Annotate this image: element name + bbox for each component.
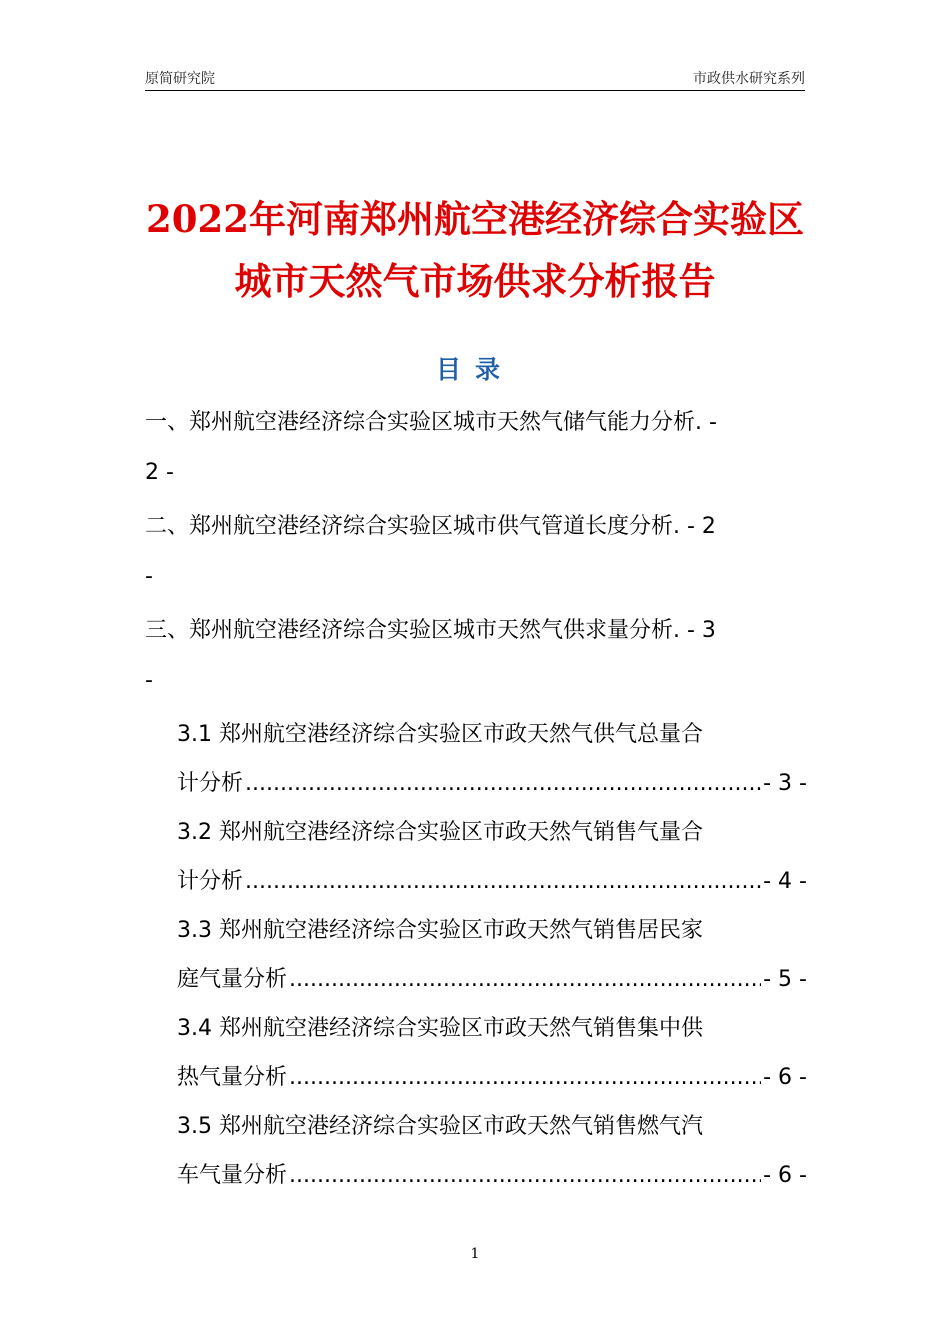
toc-item-3-3[interactable]: [145, 906, 807, 1004]
report-title: [120, 188, 830, 312]
toc-item-3-1[interactable]: [145, 710, 807, 808]
toc-item-text-cont: 车气量分析: [177, 1163, 288, 1188]
toc-item-page: - 6 -: [763, 1163, 807, 1188]
header-right-text: 市政供水研究系列: [693, 71, 805, 87]
toc-leader-dots: [245, 857, 761, 906]
toc-item-page: - 6 -: [763, 1065, 807, 1090]
toc-item-page: -: [145, 668, 153, 693]
title-line-1: 2022年河南郑州航空港经济综合实验区: [146, 197, 804, 241]
page-number: 1: [470, 1246, 480, 1262]
toc-item-text-cont: 计分析: [177, 869, 244, 894]
toc-item-text: 3.4 郑州航空港经济综合实验区市政天然气销售集中供: [177, 1016, 703, 1041]
toc-item-2[interactable]: [145, 502, 807, 602]
header-left-text: 原简研究院: [145, 71, 215, 87]
toc-item-text-cont: 热气量分析: [177, 1065, 288, 1090]
toc-item-text: 3.5 郑州航空港经济综合实验区市政天然气销售燃气汽: [177, 1114, 703, 1139]
toc-item-text-cont: 计分析: [177, 771, 244, 796]
table-of-contents: [145, 398, 807, 1200]
toc-leader-dots: [245, 759, 761, 808]
toc-item-1[interactable]: [145, 398, 807, 498]
toc-item-3-4[interactable]: [145, 1004, 807, 1102]
title-line-2: 城市天然气市场供求分析报告: [234, 259, 716, 303]
toc-item-page: - 3 -: [763, 771, 807, 796]
toc-item-page: -: [145, 564, 153, 589]
toc-item-text: 三、郑州航空港经济综合实验区城市天然气供求量分析. - 3: [145, 618, 716, 643]
page-header: [145, 66, 805, 91]
toc-item-page: 2 -: [145, 460, 174, 485]
toc-item-text: 3.2 郑州航空港经济综合实验区市政天然气销售气量合: [177, 820, 703, 845]
toc-item-text-cont: 庭气量分析: [177, 967, 288, 992]
toc-heading: 目录: [435, 355, 514, 384]
toc-leader-dots: [289, 1151, 761, 1200]
toc-item-text: 二、郑州航空港经济综合实验区城市供气管道长度分析. - 2: [145, 514, 716, 539]
toc-item-page: - 4 -: [763, 869, 807, 894]
toc-item-text: 3.1 郑州航空港经济综合实验区市政天然气供气总量合: [177, 722, 703, 747]
toc-item-text: 3.3 郑州航空港经济综合实验区市政天然气销售居民家: [177, 918, 703, 943]
toc-item-text: 一、郑州航空港经济综合实验区城市天然气储气能力分析. -: [145, 410, 717, 435]
toc-item-page: - 5 -: [763, 967, 807, 992]
toc-item-3-5[interactable]: [145, 1102, 807, 1200]
toc-item-3[interactable]: [145, 606, 807, 706]
toc-leader-dots: [289, 955, 761, 1004]
toc-item-3-2[interactable]: [145, 808, 807, 906]
toc-leader-dots: [289, 1053, 761, 1102]
